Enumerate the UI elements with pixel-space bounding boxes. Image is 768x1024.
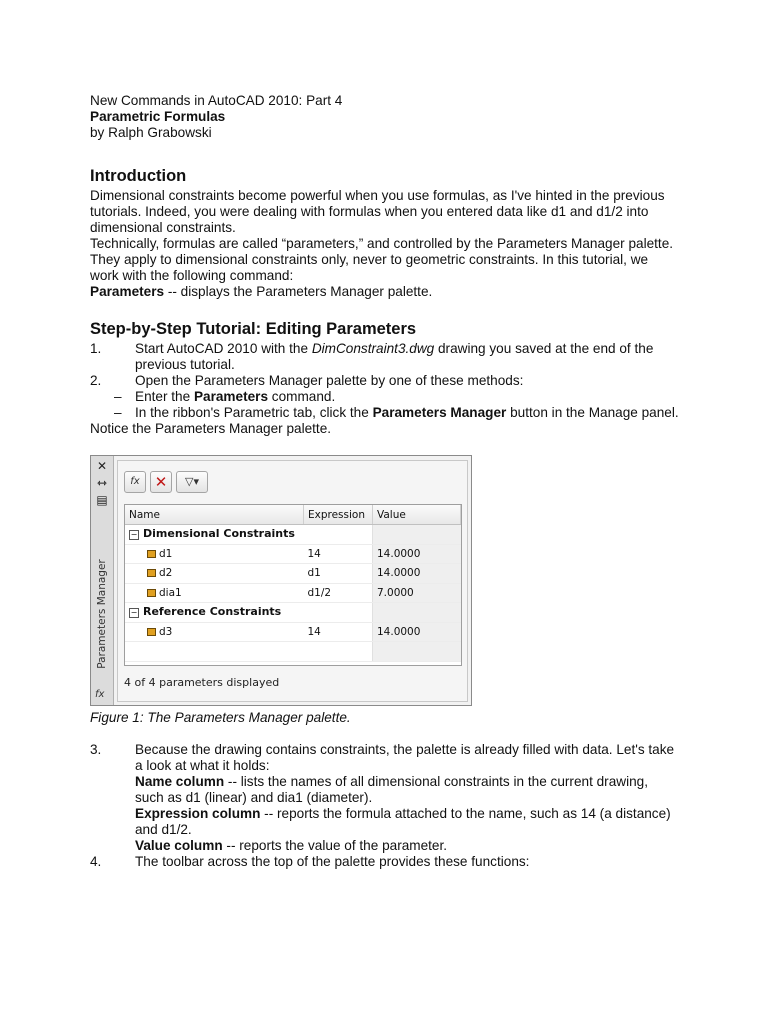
step-2-number: 2. — [90, 373, 102, 388]
step-3 — [90, 742, 680, 774]
method-1-command: Parameters — [193, 389, 269, 404]
collapse-icon[interactable]: − — [130, 608, 138, 618]
method-2-text-a: In the ribbon's Parametric tab, click the — [135, 405, 373, 420]
param-expression[interactable]: 14 — [304, 544, 373, 564]
step-1-number: 1. — [90, 341, 102, 356]
palette-vertical-title: Parameters Manager — [96, 559, 108, 669]
table-row[interactable] — [125, 583, 461, 603]
method-1-text-a: Enter the — [135, 389, 194, 404]
group-label: Reference Constraints — [143, 605, 282, 619]
command-name: Parameters — [90, 284, 165, 299]
empty-row — [125, 642, 461, 662]
param-name: d2 — [159, 567, 173, 580]
fx-icon: fx — [95, 689, 105, 700]
autohide-icon[interactable]: ⇿ — [96, 476, 108, 490]
group-label-cell — [125, 525, 304, 545]
table-row[interactable] — [125, 544, 461, 564]
value-column-desc — [90, 838, 680, 854]
properties-menu-icon[interactable]: ▤ — [96, 493, 108, 507]
column-header-name[interactable]: Name — [125, 505, 304, 525]
notice-line: Notice the Parameters Manager palette. — [90, 421, 332, 436]
step-4-number: 4. — [90, 854, 102, 869]
delete-parameter-button[interactable]: ✕ — [150, 471, 172, 493]
param-name: d1 — [159, 547, 173, 560]
dimension-lock-icon — [147, 569, 156, 577]
group-row-reference[interactable] — [125, 603, 461, 623]
byline: by Ralph Grabowski — [90, 125, 212, 140]
step-1-text-b: drawing you saved at the end of the previous tutorial. — [135, 341, 654, 372]
close-icon[interactable]: ✕ — [96, 459, 108, 473]
step-2 — [90, 373, 680, 389]
param-expression[interactable]: d1/2 — [304, 583, 373, 603]
new-parameter-button[interactable]: fx — [124, 471, 146, 493]
method-2-button-name: Parameters Manager — [372, 405, 507, 420]
figure-caption: Figure 1: The Parameters Manager palette. — [90, 710, 351, 725]
diameter-lock-icon — [147, 589, 156, 597]
filter-dropdown-button[interactable]: ▽▾ — [176, 471, 208, 493]
param-value: 14.0000 — [373, 544, 461, 564]
tutorial-heading: Step-by-Step Tutorial: Editing Parameters — [90, 320, 417, 338]
article-title: Parametric Formulas — [90, 109, 226, 124]
name-column-text: -- lists the names of all dimensional constraints in the current drawing, such as d1 (linear) and dia1 (diameter). — [135, 774, 649, 805]
status-text: 4 of 4 parameters displayed — [124, 676, 280, 689]
expression-column-desc — [90, 806, 680, 838]
intro-paragraph-2: Technically, formulas are called “parameters,” and controlled by the Parameters Manager palette. They apply to dimensional constraints only, never to geometric constraints. In this tutorial, we work with the following command: — [90, 236, 674, 283]
step-1-text-a: Start AutoCAD 2010 with the — [135, 341, 312, 356]
palette-content — [117, 460, 468, 702]
name-column-label: Name column — [135, 774, 225, 789]
step-4 — [90, 854, 680, 870]
command-line — [90, 284, 680, 300]
document-page — [90, 93, 680, 870]
column-header-value[interactable]: Value — [373, 505, 461, 525]
param-value: 7.0000 — [373, 583, 461, 603]
value-column-text: -- reports the value of the parameter. — [222, 838, 448, 853]
value-column-label: Value column — [135, 838, 223, 853]
step-3-number: 3. — [90, 742, 102, 757]
method-1-text-c: command. — [268, 389, 336, 404]
step-1-filename: DimConstraint3.dwg — [311, 341, 435, 356]
method-1 — [90, 389, 680, 405]
group-label-cell — [125, 603, 304, 623]
param-expression[interactable]: d1 — [304, 564, 373, 584]
collapse-icon[interactable]: − — [130, 530, 138, 540]
expression-column-label: Expression column — [135, 806, 261, 821]
step-1 — [90, 341, 680, 373]
column-header-expression[interactable]: Expression — [304, 505, 373, 525]
intro-heading: Introduction — [90, 167, 187, 185]
parameters-manager-palette — [90, 455, 472, 706]
table-row[interactable] — [125, 564, 461, 584]
param-value: 14.0000 — [373, 622, 461, 642]
name-column-desc — [90, 774, 680, 806]
intro-paragraph-1: Dimensional constraints become powerful when you use formulas, as I've hinted in the previous tutorials. Indeed, you were dealing with formulas when you entered data like d1 and d1/2 into dimensional constraints. — [90, 188, 665, 235]
parameters-grid — [124, 504, 462, 666]
param-value: 14.0000 — [373, 564, 461, 584]
method-1-dash: – — [114, 389, 122, 404]
expression-column-text: -- reports the formula attached to the name, such as 14 (a distance) and d1/2. — [135, 806, 671, 837]
palette-title-bar — [91, 456, 114, 705]
param-expression[interactable]: 14 — [304, 622, 373, 642]
step-3-text: Because the drawing contains constraints, the palette is already filled with data. Let's take a look at what it holds: — [135, 742, 675, 773]
param-name: dia1 — [159, 586, 182, 599]
method-2-dash: – — [114, 405, 122, 420]
series-title: New Commands in AutoCAD 2010: Part 4 — [90, 93, 343, 108]
group-label: Dimensional Constraints — [143, 527, 295, 541]
step-4-text: The toolbar across the top of the palette provides these functions: — [135, 854, 530, 869]
dimension-lock-icon — [147, 550, 156, 558]
group-row-dimensional[interactable] — [125, 525, 461, 545]
dimension-lock-icon — [147, 628, 156, 636]
command-desc: -- displays the Parameters Manager palette. — [164, 284, 433, 299]
method-2 — [90, 405, 680, 421]
step-2-text: Open the Parameters Manager palette by one of these methods: — [135, 373, 524, 388]
param-name: d3 — [159, 625, 173, 638]
method-2-text-c: button in the Manage panel. — [506, 405, 679, 420]
table-row[interactable] — [125, 622, 461, 642]
